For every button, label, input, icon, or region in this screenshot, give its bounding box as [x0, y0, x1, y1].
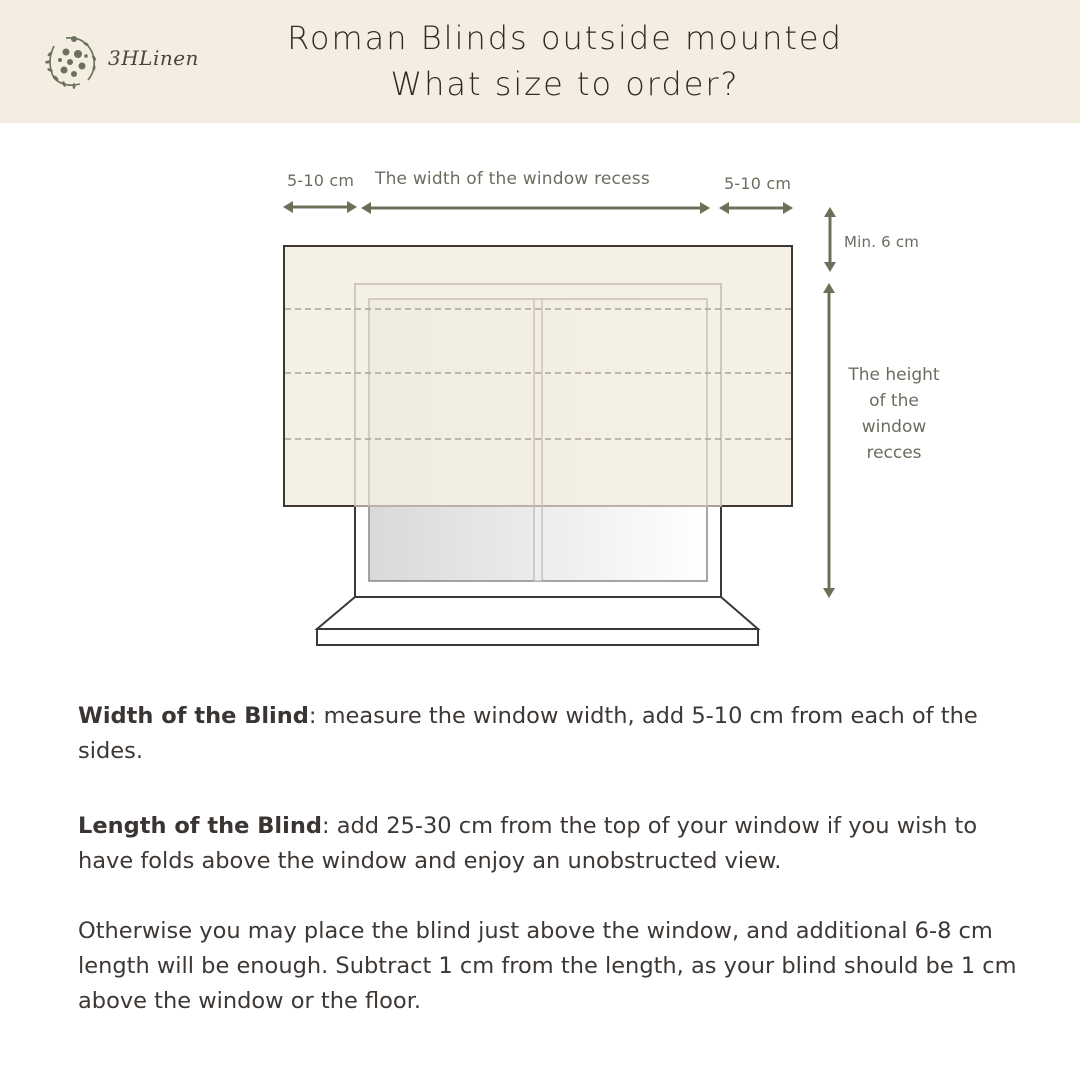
brand-logo	[44, 32, 204, 90]
length-heading: Length of the Blind	[78, 813, 322, 839]
window-frame	[355, 284, 721, 597]
width-instruction	[78, 699, 1038, 769]
window-sill	[317, 597, 758, 645]
width-arrows	[283, 201, 793, 214]
recess-height-line: window	[861, 417, 927, 437]
page-title-line2: What size to order?	[390, 65, 740, 103]
otherwise-instruction: Otherwise you may place the blind just above the window, and additional 6-8 cm length will be enough. Subtract 1 cm from the length, as your blind should be 1 cm above the window or the floor.	[78, 918, 1017, 1014]
fold-lines	[285, 309, 793, 439]
window-glass	[369, 299, 707, 581]
right-margin-label: 5-10 cm	[724, 174, 792, 193]
recess-width-label: The width of the window recess	[375, 169, 650, 189]
recess-height-line: recces	[866, 443, 922, 463]
brand-name: 3HLinen	[108, 46, 199, 70]
header-banner	[0, 0, 1080, 123]
height-arrows	[823, 207, 836, 598]
recess-height-label	[836, 362, 952, 466]
roman-blind	[284, 246, 792, 506]
left-margin-label: 5-10 cm	[287, 171, 355, 190]
width-heading: Width of the Blind	[78, 703, 309, 729]
length-text: : add 25-30 cm from the top of your window if you wish to have folds above the window and enjoy an unobstructed view.	[78, 813, 978, 874]
page-title-line1: Roman Blinds outside mounted	[287, 19, 843, 57]
recess-height-line: of the	[869, 391, 919, 411]
length-instruction	[78, 809, 1038, 879]
min-top-label: Min. 6 cm	[844, 233, 920, 251]
recess-height-line: The height	[848, 365, 940, 385]
floral-wreath-icon	[44, 32, 100, 90]
width-text: : measure the window width, add 5-10 cm from each of the sides.	[78, 703, 978, 764]
